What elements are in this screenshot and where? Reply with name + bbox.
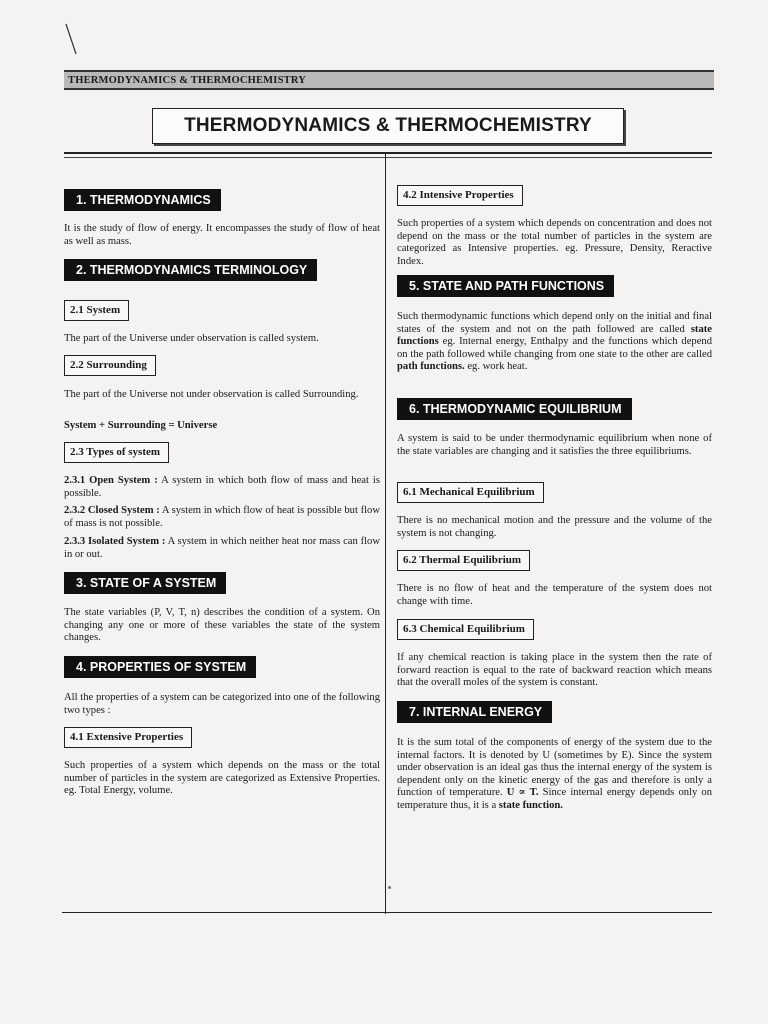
subheading-system: 2.1 System xyxy=(64,300,129,321)
bottom-rule xyxy=(62,912,712,913)
equilibrium-text: A system is said to be under thermodynamic equilibrium when none of the state variables are changing and it satisfies the three equilibriums. xyxy=(397,433,712,457)
subheading-mechanical-equilibrium: 6.1 Mechanical Equilibrium xyxy=(397,482,544,503)
state-path-functions-text xyxy=(397,311,712,374)
system-definition: The part of the Universe under observation is called system. xyxy=(64,333,319,344)
subheading-chemical-equilibrium: 6.3 Chemical Equilibrium xyxy=(397,619,534,640)
subheading-thermal-equilibrium: 6.2 Thermal Equilibrium xyxy=(397,550,530,571)
path-functions-term: path functions. xyxy=(397,361,465,373)
section-heading-equilibrium: 6. THERMODYNAMIC EQUILIBRIUM xyxy=(397,398,632,420)
pen-stroke-mark xyxy=(64,22,78,56)
state-function-term: state function. xyxy=(498,799,563,811)
column-divider xyxy=(385,154,386,914)
intensive-properties-text: Such properties of a system which depends on concentration and does not depend on the mass or the total number of particles in the system are categorized as Intensive properties. eg. Pressure, Density, Reractive Index. xyxy=(397,218,712,267)
proportional-relation: U ∝ T. xyxy=(506,787,539,799)
internal-energy-text-b: Since internal energy depends only on temperature thus, it is a xyxy=(397,787,712,811)
mechanical-equilibrium-text: There is no mechanical motion and the pressure and the volume of the system is not changing. xyxy=(397,515,712,539)
running-header-text: THERMODYNAMICS & THERMOCHEMISTRY xyxy=(68,75,307,86)
isolated-system-definition xyxy=(64,536,380,561)
section-heading-thermodynamics: 1. THERMODYNAMICS xyxy=(64,189,221,211)
open-system-label: 2.3.1 Open System : xyxy=(64,475,158,486)
open-system-definition xyxy=(64,475,380,500)
isolated-system-text: A system in which neither heat nor mass can flow in or out. xyxy=(64,536,380,560)
section-heading-state-path: 5. STATE AND PATH FUNCTIONS xyxy=(397,275,614,297)
universe-equation: System + Surrounding = Universe xyxy=(64,420,218,431)
subheading-extensive-properties: 4.1 Extensive Properties xyxy=(64,727,192,748)
thermodynamics-definition: It is the study of flow of energy. It encompasses the study of flow of heat as well as mass. xyxy=(64,223,380,247)
state-path-text-b: eg. Internal energy, Enthalpy and the functions which depend on the path followed while changing from one state to the other are called xyxy=(397,336,712,360)
closed-system-label: 2.3.2 Closed System : xyxy=(64,505,160,516)
extensive-properties-text: Such properties of a system which depends on the mass or the total number of particles in the system are categorized as Extensive Properties. eg. Total Energy, volume. xyxy=(64,760,380,797)
properties-intro: All the properties of a system can be categorized into one of the following two types : xyxy=(64,692,380,716)
section-heading-properties: 4. PROPERTIES OF SYSTEM xyxy=(64,656,256,678)
thermal-equilibrium-text: There is no flow of heat and the temperature of the system does not change with time. xyxy=(397,583,712,607)
chemical-equilibrium-text: If any chemical reaction is taking place in the system then the rate of forward reaction is equal to the rate of backward reaction which means that the overall moles of the system is constant. xyxy=(397,652,712,689)
closed-system-text: A system in which flow of heat is possible but flow of mass is not possible. xyxy=(64,505,380,529)
open-system-text: A system in which both flow of mass and heat is possible. xyxy=(64,475,380,499)
section-heading-internal-energy: 7. INTERNAL ENERGY xyxy=(397,701,552,723)
top-rule-thin xyxy=(64,157,712,158)
isolated-system-label: 2.3.3 Isolated System : xyxy=(64,536,166,547)
subheading-surrounding: 2.2 Surrounding xyxy=(64,355,156,376)
surrounding-definition: The part of the Universe not under observation is called Surrounding. xyxy=(64,389,359,400)
section-heading-state: 3. STATE OF A SYSTEM xyxy=(64,572,226,594)
page-title: THERMODYNAMICS & THERMOCHEMISTRY xyxy=(152,108,624,144)
subheading-types-of-system: 2.3 Types of system xyxy=(64,442,169,463)
state-path-text-c: eg. work heat. xyxy=(464,361,528,373)
top-rule xyxy=(64,152,712,154)
internal-energy-text-a: It is the sum total of the components of energy of the system due to the internal factors. It is denoted by U (sometimes by E). Since the system under observation is an ideal gas thus the internal energy of the system is dependent only on the kinetic energy of the gas and therefore is only a function of temperature. xyxy=(397,737,712,799)
section-heading-terminology: 2. THERMODYNAMICS TERMINOLOGY xyxy=(64,259,317,281)
state-of-system-text: The state variables (P, V, T, n) describes the condition of a system. On changing any one or more of these variables the state of the system changes. xyxy=(64,607,380,644)
closed-system-definition xyxy=(64,505,380,530)
running-header xyxy=(64,70,714,90)
state-path-text-a: Such thermodynamic functions which depend only on the initial and final states of the system and not on the path followed are called xyxy=(397,311,712,335)
internal-energy-text xyxy=(397,737,712,813)
subheading-intensive-properties: 4.2 Intensive Properties xyxy=(397,185,523,206)
state-functions-term: state functions xyxy=(397,323,712,348)
scan-speck xyxy=(388,886,391,889)
